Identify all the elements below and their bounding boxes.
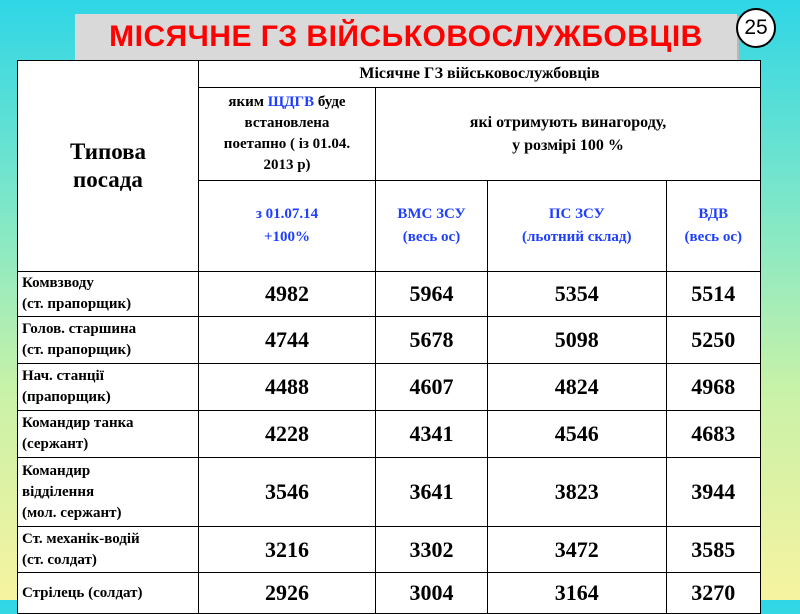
position-line: Нач. станції: [22, 368, 104, 384]
region-header-line: (льотний склад): [522, 229, 632, 245]
position-cell: [18, 272, 199, 317]
salary-value-cell: 4341: [376, 411, 488, 458]
position-cell: [18, 573, 199, 614]
position-line: (ст. прапорщик): [22, 342, 132, 358]
salary-value-cell: 4546: [488, 411, 667, 458]
table-row: [18, 527, 761, 573]
salary-value-cell: 5514: [666, 272, 760, 317]
subheader-text: яким: [228, 94, 268, 110]
table-row: [18, 573, 761, 614]
table-row: [18, 364, 761, 411]
subheader-highlight: ЩДГВ: [267, 94, 315, 110]
position-line: (ст. солдат): [22, 551, 97, 568]
salary-value-cell: 4607: [376, 364, 488, 411]
phased-subheader: [199, 88, 376, 181]
salary-value-cell: 4683: [666, 411, 760, 458]
subheader-text: буде: [314, 94, 346, 110]
salary-value-cell: 3585: [666, 527, 760, 573]
position-line: Комвзводу: [22, 275, 94, 291]
position-cell: [18, 458, 199, 527]
salary-value-cell: 3944: [666, 458, 760, 527]
salary-value-cell: 3472: [488, 527, 667, 573]
subheader-text: у розмірі 100 %: [512, 137, 624, 154]
position-cell: [18, 411, 199, 458]
position-column-header: [18, 61, 199, 272]
corner-header-line: посада: [73, 167, 143, 192]
position-line: (мол. сержант): [22, 504, 122, 521]
position-line: (прапорщик): [22, 389, 111, 405]
subheader-text: поетапно ( із 01.04.: [223, 136, 351, 152]
salary-value-cell: 3302: [376, 527, 488, 573]
position-cell: [18, 527, 199, 573]
salary-value-cell: 3270: [666, 573, 760, 614]
slide-title-bar: [75, 14, 737, 60]
position-line: Командир танка: [22, 415, 134, 431]
position-cell: [18, 364, 199, 411]
salary-value-cell: 4824: [488, 364, 667, 411]
position-line: (ст. прапорщик): [22, 296, 132, 312]
region-header-line: (весь ос): [402, 229, 461, 245]
salary-value-cell: 5250: [666, 317, 760, 364]
table-row: [18, 317, 761, 364]
salary-value-cell: 3546: [199, 458, 376, 527]
salary-value-cell: 5964: [376, 272, 488, 317]
region-header-line: ВМС ЗСУ: [397, 206, 466, 222]
salary-value-cell: 5098: [488, 317, 667, 364]
salary-value-cell: 4228: [199, 411, 376, 458]
position-line: Командир: [22, 462, 91, 479]
position-line: Стрілець (солдат): [22, 584, 143, 601]
corner-header-line: Типова: [69, 139, 147, 164]
region-header: [199, 181, 376, 272]
region-header-line: +100%: [263, 229, 311, 245]
region-header-line: з 01.07.14: [255, 206, 319, 222]
salary-value-cell: 4488: [199, 364, 376, 411]
salary-value-cell: 4744: [199, 317, 376, 364]
salary-value-cell: 3216: [199, 527, 376, 573]
position-cell: [18, 317, 199, 364]
salary-value-cell: 5678: [376, 317, 488, 364]
salary-value-cell: 4982: [199, 272, 376, 317]
table-row: [18, 458, 761, 527]
table-top-header: Місячне ГЗ військовослужбовців: [199, 61, 761, 88]
salary-value-cell: 5354: [488, 272, 667, 317]
region-header-line: ПС ЗСУ: [548, 206, 605, 222]
subheader-text: які отримують винагороду,: [469, 114, 667, 131]
position-line: відділення: [22, 483, 95, 500]
reward-subheader: [376, 88, 761, 181]
salary-value-cell: 3823: [488, 458, 667, 527]
salary-table: [17, 60, 761, 614]
salary-value-cell: 3641: [376, 458, 488, 527]
salary-value-cell: 3004: [376, 573, 488, 614]
region-header-line: (весь ос): [684, 229, 742, 245]
subheader-text: 2013 р): [263, 157, 311, 173]
region-header: [376, 181, 488, 272]
salary-value-cell: 3164: [488, 573, 667, 614]
region-header: [488, 181, 667, 272]
position-line: Голов. старшина: [22, 321, 137, 337]
salary-value-cell: 2926: [199, 573, 376, 614]
region-header-line: ВДВ: [698, 206, 729, 222]
salary-value-cell: 4968: [666, 364, 760, 411]
table-row: [18, 411, 761, 458]
page-number-badge: 25: [736, 8, 776, 48]
slide-title: МІСЯЧНЕ ГЗ ВІЙСЬКОВОСЛУЖБОВЦІВ: [109, 20, 703, 53]
position-line: (сержант): [22, 436, 89, 452]
position-line: Ст. механік-водій: [22, 530, 140, 547]
subheader-text: встановлена: [244, 115, 330, 131]
region-header: [666, 181, 760, 272]
table-row: [18, 272, 761, 317]
